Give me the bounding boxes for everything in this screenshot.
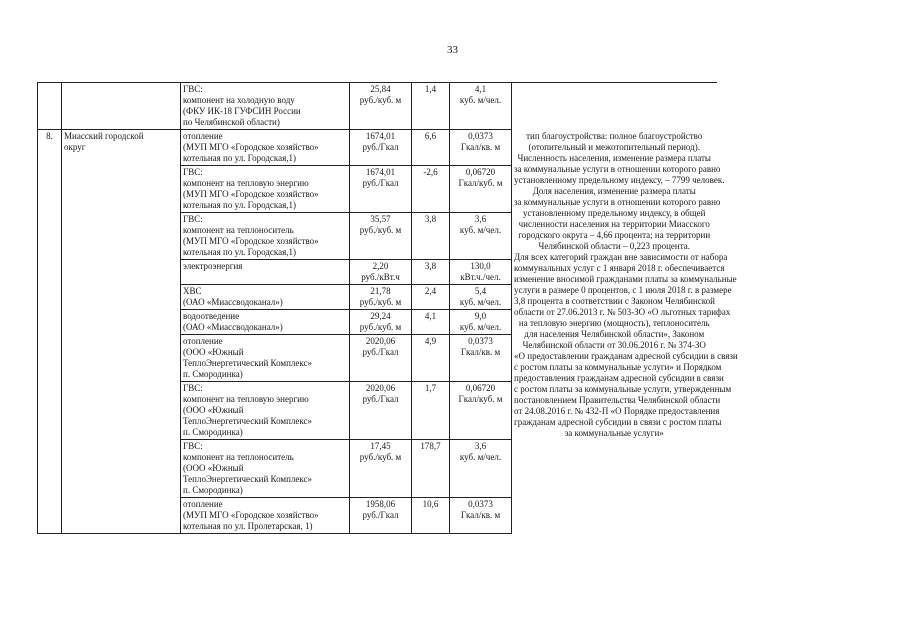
percent-cell: 1,4 xyxy=(412,83,450,130)
service-cell-line: ТеплоЭнергетический Комплекс» xyxy=(183,474,313,484)
norm-cell xyxy=(450,213,512,260)
service-cell-line: котельная по ул. Городская,1) xyxy=(183,153,297,163)
info-line: за коммунальные услуги в отношении которого равно xyxy=(514,163,721,174)
info-line: Челябинской области – 0,223 процента. xyxy=(538,240,690,251)
service-cell-line: компонент на тепловую энергию xyxy=(183,178,309,188)
service-cell-line: котельная по ул. Городская,1) xyxy=(183,200,297,210)
info-line: на тепловую энергию (мощность), теплоноситель xyxy=(518,317,710,328)
tariff-cell-line: руб./Гкал xyxy=(362,510,399,520)
norm-cell-line: куб. м/чел. xyxy=(459,452,502,462)
info-line: (отопительный и межотопительный период). xyxy=(528,141,700,152)
norm-cell xyxy=(450,83,512,130)
percent-cell: 3,8 xyxy=(412,260,450,285)
tariff-cell xyxy=(350,130,412,166)
norm-cell-line: Гкал/куб. м xyxy=(458,394,503,404)
norm-cell-line: куб. м/чел. xyxy=(459,95,502,105)
service-cell-line: (МУП МГО «Городское хозяйство» xyxy=(183,189,319,199)
norm-cell xyxy=(450,382,512,440)
service-cell-line: (ООО «Южный xyxy=(183,463,244,473)
tariff-cell-line: 25,84 xyxy=(370,84,391,94)
info-line: Доля населения, изменение размера платы xyxy=(532,185,696,196)
norm-cell xyxy=(450,440,512,498)
service-cell xyxy=(181,382,350,440)
tariff-cell-line: 35,57 xyxy=(370,214,391,224)
service-cell-line: электроэнергия xyxy=(183,261,243,271)
service-cell-line: компонент на теплоноситель xyxy=(183,452,294,462)
norm-cell-line: Гкал/кв. м xyxy=(460,347,501,357)
tariff-cell-line: руб./кВт.ч xyxy=(361,272,400,282)
norm-cell-line: 0,0373 xyxy=(468,131,493,141)
tariff-cell xyxy=(350,310,412,335)
service-cell-line: (ООО «Южный xyxy=(183,405,244,415)
service-cell-line: отопление xyxy=(183,336,223,346)
service-cell-line: котельная по ул. Пролетарская, 1) xyxy=(183,521,313,531)
service-cell-line: (ООО «Южный xyxy=(183,347,244,357)
info-line: предоставления гражданам адресной субсидии в связи xyxy=(514,372,724,383)
info-line: за коммунальные услуги в отношении которого равно xyxy=(514,196,721,207)
info-line: городского округа – 4,66 процента; на территории xyxy=(518,229,711,240)
service-cell-line: п. Смородинка) xyxy=(183,485,243,495)
service-cell-line: ТеплоЭнергетический Комплекс» xyxy=(183,358,313,368)
service-cell-line: ГВС: xyxy=(183,84,203,94)
service-cell xyxy=(181,213,350,260)
norm-cell-line: 5,4 xyxy=(474,286,487,296)
norm-cell-line: кВт.ч./чел. xyxy=(460,272,501,282)
norm-cell-line: 130,0 xyxy=(470,261,491,271)
service-cell xyxy=(181,130,350,166)
tariff-cell-line: 1674,01 xyxy=(365,131,396,141)
percent-cell: 2,4 xyxy=(412,285,450,310)
service-cell-line: ХВС xyxy=(183,286,202,296)
percent-cell: 4,1 xyxy=(412,310,450,335)
service-cell-line: п. Смородинка) xyxy=(183,427,243,437)
tariff-cell-line: 1674,01 xyxy=(365,167,396,177)
norm-cell xyxy=(450,166,512,213)
percent-cell: 4,9 xyxy=(412,335,450,382)
tariff-cell-line: руб./Гкал xyxy=(362,142,399,152)
info-line: 3,8 процента в соответствии с Законом Челябинской xyxy=(514,295,716,306)
tariff-cell-line: 21,78 xyxy=(370,286,391,296)
municipality-cell-line: округ xyxy=(64,142,86,152)
service-cell-line: компонент на теплоноситель xyxy=(183,225,294,235)
service-cell xyxy=(181,310,350,335)
row-number-cell xyxy=(38,83,62,130)
service-cell-line: компонент на тепловую энергию xyxy=(183,394,309,404)
municipality-cell-line: Миасский городской xyxy=(64,131,144,141)
percent-cell: 1,7 xyxy=(412,382,450,440)
info-cell-empty xyxy=(512,83,717,130)
info-line: от 24.08.2016 г. № 432-П «О Порядке предоставления xyxy=(514,405,720,416)
service-cell-line: (МУП МГО «Городское хозяйство» xyxy=(183,142,319,152)
tariff-cell-line: 17,45 xyxy=(370,441,391,451)
tariff-cell-line: руб./куб. м xyxy=(359,452,402,462)
norm-cell xyxy=(450,310,512,335)
row-number: 8. xyxy=(46,131,53,141)
norm-cell xyxy=(450,130,512,166)
municipality-cell xyxy=(62,130,181,534)
percent-cell: 3,8 xyxy=(412,213,450,260)
norm-cell-line: Гкал/кв. м xyxy=(460,142,501,152)
tariff-cell xyxy=(350,335,412,382)
info-line: постановлением Правительства Челябинской области xyxy=(514,394,721,405)
info-line: гражданам адресной субсидии в связи с ростом платы xyxy=(514,416,722,427)
municipality-cell xyxy=(62,83,181,130)
service-cell xyxy=(181,83,350,130)
norm-cell-line: куб. м/чел. xyxy=(459,225,502,235)
info-line: Челябинской области от 30.06.2016 г. № 374-ЗО xyxy=(522,339,706,350)
norm-cell-line: Гкал/кв. м xyxy=(460,510,501,520)
service-cell-line: п. Смородинка) xyxy=(183,369,243,379)
info-line: с ростом платы за коммунальные услуги, утвержденным xyxy=(514,383,732,394)
tariff-cell-line: руб./Гкал xyxy=(362,347,399,357)
info-line: изменение вносимой гражданами платы за коммунальные xyxy=(514,273,737,284)
service-cell-line: ГВС: xyxy=(183,167,203,177)
info-line: Для всех категорий граждан вне зависимости от набора xyxy=(514,251,728,262)
norm-cell xyxy=(450,498,512,534)
tariff-cell xyxy=(350,213,412,260)
norm-cell xyxy=(450,260,512,285)
tariff-cell-line: 29,24 xyxy=(370,311,391,321)
info-line: области от 27.06.2013 г. № 503-ЗО «О льготных тарифах xyxy=(514,306,731,317)
info-line: установленному предельному индексу, в общей xyxy=(523,207,706,218)
page-number: 33 xyxy=(447,44,458,56)
info-line: услуги в размере 0 процентов, с 1 июля 2018 г. в размере xyxy=(514,284,732,295)
info-line: за коммунальные услуги» xyxy=(564,427,664,438)
tariff-cell xyxy=(350,440,412,498)
tariff-cell-line: руб./куб. м xyxy=(359,95,402,105)
norm-cell-line: 0,06720 xyxy=(465,383,496,393)
row-number-cell xyxy=(38,130,62,534)
tariff-cell-line: руб./куб. м xyxy=(359,322,402,332)
norm-cell-line: 0,0373 xyxy=(468,499,493,509)
norm-cell-line: 4,1 xyxy=(474,84,487,94)
service-cell-line: (ОАО «Миассводоканал») xyxy=(183,322,283,332)
service-cell xyxy=(181,440,350,498)
norm-cell xyxy=(450,285,512,310)
service-cell xyxy=(181,166,350,213)
info-line: для населения Челябинской области», Законом xyxy=(524,328,705,339)
info-line: «О предоставлении гражданам адресной субсидии в связи xyxy=(514,350,738,361)
norm-cell-line: Гкал/куб. м xyxy=(458,178,503,188)
service-cell-line: (МУП МГО «Городское хозяйство» xyxy=(183,510,319,520)
norm-cell-line: 9,0 xyxy=(474,311,487,321)
service-cell-line: по Челябинской области) xyxy=(183,117,280,127)
service-cell xyxy=(181,498,350,534)
info-line: Численность населения, изменение размера платы xyxy=(517,152,711,163)
info-line: тип благоустройства: полное благоустройство xyxy=(526,130,703,141)
service-cell-line: (ФКУ ИК-18 ГУФСИН России xyxy=(183,106,301,116)
tariff-cell-line: руб./куб. м xyxy=(359,297,402,307)
percent-cell: -2,6 xyxy=(412,166,450,213)
info-cell xyxy=(512,130,738,534)
info-line: коммунальных услуг с 1 января 2018 г. обеспечивается xyxy=(514,262,725,273)
tariff-cell-line: 2,20 xyxy=(372,261,389,271)
info-line: установленному предельному индексу, – 7799 человек. xyxy=(514,174,725,185)
service-cell-line: отопление xyxy=(183,131,223,141)
service-cell xyxy=(181,335,350,382)
service-cell-line: (ОАО «Миассводоканал») xyxy=(183,297,283,307)
tariff-cell xyxy=(350,382,412,440)
percent-cell: 178,7 xyxy=(412,440,450,498)
service-cell-line: котельная по ул. Городская,1) xyxy=(183,247,297,257)
norm-cell-line: 0,06720 xyxy=(465,167,496,177)
norm-cell-line: 3,6 xyxy=(474,214,487,224)
service-cell-line: (МУП МГО «Городское хозяйство» xyxy=(183,236,319,246)
table-row xyxy=(38,83,717,130)
norm-cell-line: 0,0373 xyxy=(468,336,493,346)
service-cell-line: ГВС: xyxy=(183,383,203,393)
info-line: численности населения на территории Миасского xyxy=(518,218,710,229)
service-cell xyxy=(181,260,350,285)
table-row xyxy=(38,130,717,166)
tariff-cell-line: руб./Гкал xyxy=(362,178,399,188)
norm-cell-line: куб. м/чел. xyxy=(459,322,502,332)
service-cell-line: ГВС: xyxy=(183,214,203,224)
tariff-cell xyxy=(350,498,412,534)
service-cell-line: отопление xyxy=(183,499,223,509)
service-cell-line: ГВС: xyxy=(183,441,203,451)
info-line: с ростом платы за коммунальные услуги» и Порядком xyxy=(514,361,722,372)
tariff-cell xyxy=(350,83,412,130)
service-cell xyxy=(181,285,350,310)
tariff-cell-line: 2020,06 xyxy=(365,336,396,346)
norm-cell-line: 3,6 xyxy=(474,441,487,451)
tariff-cell-line: 1958,06 xyxy=(365,499,396,509)
norm-cell-line: куб. м/чел. xyxy=(459,297,502,307)
tariff-cell-line: 2020,06 xyxy=(365,383,396,393)
norm-cell xyxy=(450,335,512,382)
tariff-cell-line: руб./Гкал xyxy=(362,394,399,404)
percent-cell: 10,6 xyxy=(412,498,450,534)
tariff-cell xyxy=(350,260,412,285)
service-cell-line: водоотведение xyxy=(183,311,240,321)
tariff-table xyxy=(37,82,738,534)
tariff-cell xyxy=(350,166,412,213)
service-cell-line: ТеплоЭнергетический Комплекс» xyxy=(183,416,313,426)
tariff-cell-line: руб./куб. м xyxy=(359,225,402,235)
service-cell-line: компонент на холодную воду xyxy=(183,95,295,105)
tariff-cell xyxy=(350,285,412,310)
percent-cell: 6,6 xyxy=(412,130,450,166)
